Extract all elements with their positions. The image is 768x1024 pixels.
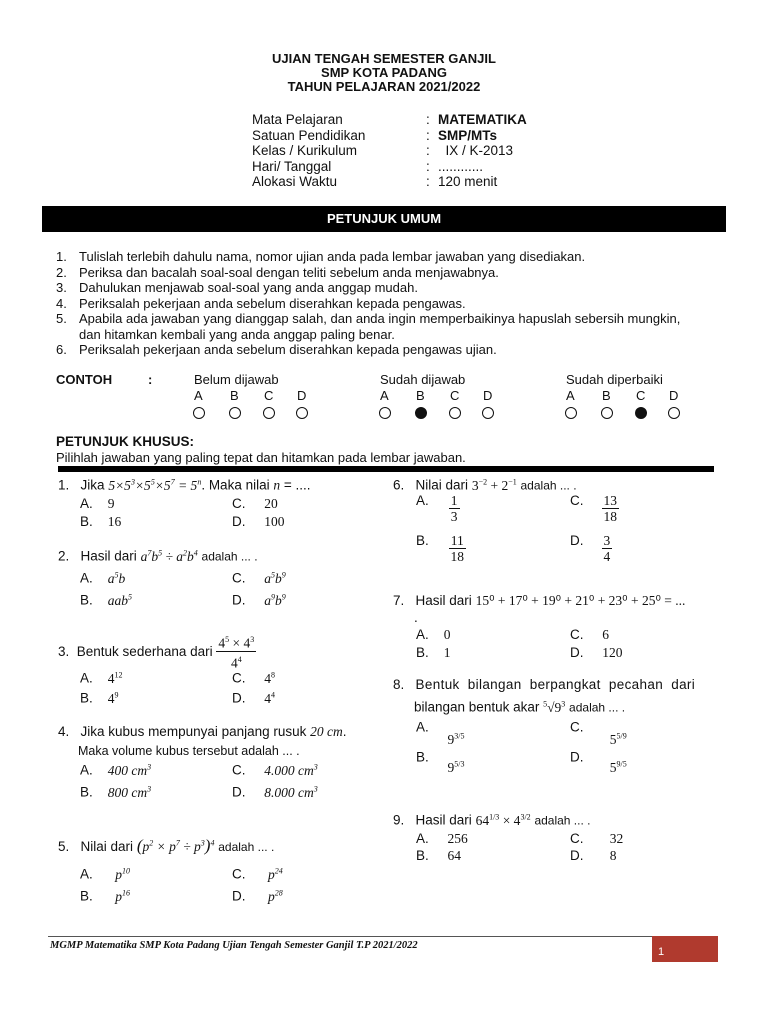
equation: 15⁰ + 17⁰ + 19⁰ + 21⁰ + 23⁰ + 25⁰ = ... — [475, 593, 686, 608]
question-5 — [58, 836, 274, 856]
answer-bubble — [263, 407, 275, 419]
option-value: 0 — [443, 627, 451, 642]
answer-bubble — [601, 407, 613, 419]
option-value: 4 — [264, 690, 272, 706]
option-a[interactable]: A. $9^{3/5}$ — [416, 719, 465, 747]
info-row — [252, 143, 527, 159]
example-letter: C — [450, 388, 460, 403]
example-letter: C — [264, 388, 274, 403]
option-d[interactable]: D. $a^9b^9$ — [232, 592, 286, 608]
question-text: = .... — [283, 477, 311, 493]
info-colon: : — [426, 127, 430, 143]
info-value: SMP/MTs — [438, 127, 498, 143]
question-number: 6. — [393, 477, 405, 493]
option-b[interactable]: B. $4^9$ — [80, 690, 119, 706]
option-c[interactable]: C. 32 — [570, 831, 624, 846]
option-a[interactable]: A. 256 — [416, 831, 468, 846]
info-label: Alokasi Waktu — [252, 174, 338, 189]
answer-bubble — [449, 407, 461, 419]
option-value: $\frac{1}{3}$ — [450, 493, 458, 524]
option-value: 5 — [609, 731, 617, 747]
question-number: 2. — [58, 548, 70, 564]
question-8 — [393, 677, 713, 692]
info-label: Satuan Pendidikan — [252, 127, 366, 143]
option-value: 120 — [602, 645, 623, 660]
option-value: 9 — [447, 759, 455, 775]
answer-bubble — [229, 407, 241, 419]
option-value: 4 — [107, 690, 115, 706]
special-instructions-text: Pilihlah jawaban yang paling tepat dan hitamkan pada lembar jawaban. — [56, 450, 466, 465]
option-value: 100 — [264, 514, 285, 529]
option-c[interactable]: C. $p^{24}$ — [232, 866, 283, 882]
question-text: Hasil dari — [415, 812, 472, 828]
question-6 — [393, 477, 577, 494]
question-7 — [393, 593, 685, 609]
option-a[interactable]: A. $a^5b$ — [80, 570, 126, 586]
general-instructions-bar: PETUNJUK UMUM — [42, 206, 726, 232]
list-item — [56, 265, 696, 281]
equation: $^5√9^3$ — [543, 699, 566, 715]
item-text: Periksalah pekerjaan anda sebelum diserahkan kepada pengawas ujian. — [79, 342, 497, 357]
question-text: Hasil dari — [80, 548, 137, 564]
example-group-title: Sudah dijawab — [380, 372, 466, 387]
question-text: Nilai dari — [415, 477, 469, 493]
question-4-line2: Maka volume kubus tersebut adalah ... . — [78, 744, 300, 758]
item-number: 3. — [56, 280, 67, 295]
option-value: b — [275, 570, 282, 586]
question-text: adalah ... . — [201, 549, 258, 564]
option-d[interactable]: D. 8 — [570, 848, 617, 863]
example-group-title: Sudah diperbaiki — [566, 372, 663, 387]
answer-bubble — [635, 407, 647, 419]
info-colon: : — [426, 174, 430, 189]
example-letter: B — [602, 388, 611, 403]
option-value: 1 — [443, 645, 451, 660]
example-colon: : — [148, 372, 153, 387]
answer-bubble — [193, 407, 205, 419]
option-value: 6 — [602, 627, 610, 642]
item-text: Periksalah pekerjaan anda sebelum diserahkan kepada pengawas. — [79, 295, 466, 311]
option-c[interactable]: C. 6 — [570, 627, 610, 642]
question-text: adalah ... . — [534, 813, 591, 828]
info-label: Hari/ Tanggal — [252, 158, 332, 174]
question-text: bilangan bentuk akar — [414, 699, 540, 715]
option-value: 64 — [447, 848, 462, 863]
list-item — [56, 280, 696, 296]
example-letter: B — [416, 388, 425, 403]
question-9 — [393, 812, 590, 829]
option-a[interactable]: A. $4^{12}$ — [80, 670, 123, 686]
example-letter: B — [230, 388, 239, 403]
list-item — [56, 342, 696, 358]
list-item — [56, 249, 696, 265]
option-value: 8.000 cm — [264, 784, 314, 800]
option-a[interactable]: A. 9 — [80, 496, 115, 511]
option-value: b — [275, 592, 282, 608]
option-d[interactable]: D. $\frac{3}{4}$ — [570, 533, 611, 564]
option-value: $\frac{13}{18}$ — [603, 493, 617, 524]
header-year: TAHUN PELAJARAN 2021/2022 — [287, 79, 481, 94]
question-text: Bentuk sederhana dari — [76, 643, 213, 659]
item-number: 2. — [56, 264, 67, 280]
question-text: Jika — [80, 477, 105, 493]
divider — [58, 466, 714, 472]
example-letter: D — [483, 388, 493, 403]
answer-bubble — [565, 407, 577, 419]
option-value: 32 — [609, 831, 624, 846]
option-value: 256 — [447, 831, 468, 846]
item-number: 4. — [56, 295, 67, 311]
question-text: Nilai dari — [80, 839, 134, 854]
option-b[interactable]: B. $p^{16}$ — [80, 888, 131, 904]
option-value: 5 — [609, 759, 617, 775]
item-text: Tulislah terlebih dahulu nama, nomor ujian anda pada lembar jawaban yang disediakan. — [79, 249, 586, 264]
question-number: 1. — [58, 477, 70, 493]
info-row — [252, 174, 527, 190]
option-c[interactable]: C. $5^{5/9}$ — [570, 719, 627, 747]
answer-bubble — [482, 407, 494, 419]
option-value: 16 — [107, 514, 122, 529]
option-b[interactable]: B. 800 $cm^3$ — [80, 784, 152, 800]
info-label: Mata Pelajaran — [252, 112, 343, 127]
answer-bubble — [379, 407, 391, 419]
option-value: 800 cm — [107, 784, 148, 800]
special-instructions-title: PETUNJUK KHUSUS: — [56, 434, 195, 449]
question-7-dot: . — [414, 610, 418, 625]
example-label: CONTOH — [56, 372, 113, 387]
option-b[interactable]: B. 1 — [416, 645, 451, 660]
answer-bubble — [296, 407, 308, 419]
info-colon: : — [426, 143, 430, 158]
info-row — [252, 112, 527, 128]
option-d[interactable]: D. 120 — [570, 645, 623, 660]
question-number: 9. — [393, 812, 405, 828]
option-c[interactable]: C. $4^8$ — [232, 670, 276, 686]
option-value: ab — [114, 592, 129, 608]
example-group-title: Belum dijawab — [194, 372, 279, 387]
info-value: 120 menit — [438, 174, 498, 189]
option-b[interactable]: B. 16 — [80, 514, 122, 529]
item-number: 6. — [56, 342, 67, 357]
example-letter: A — [380, 388, 389, 403]
option-value: p — [115, 888, 123, 904]
info-colon: : — [426, 158, 430, 174]
info-row — [252, 128, 527, 144]
info-value: ............ — [438, 158, 484, 174]
option-value: 4 — [107, 670, 115, 686]
list-item — [56, 311, 696, 342]
option-value: $\frac{11}{18}$ — [450, 533, 465, 564]
page-number: 1 — [652, 936, 718, 962]
option-a[interactable]: A. 0 — [416, 627, 451, 642]
option-c[interactable]: C. 4.000 $cm^3$ — [232, 762, 318, 778]
footer-text: MGMP Matematika SMP Kota Padang Ujian Tengah Semester Ganjil T.P 2021/2022 — [50, 940, 418, 951]
question-text: Jika kubus mempunyai panjang rusuk — [80, 724, 307, 739]
option-value: 20 — [264, 496, 278, 511]
equation: $a^7b^5 \div a^2b^4$ — [140, 548, 198, 564]
item-text: Apabila ada jawaban yang dianggap salah, dan anda ingin memperbaikinya hapuslah sebersih mungkin, dan hitamkan kembali yang anda anggap paling benar. — [79, 311, 681, 342]
equation: $3^{-2} + 2^{-1}$ — [471, 477, 517, 493]
footer-divider — [48, 936, 652, 937]
header-title: UJIAN TENGAH SEMESTER GANJIL — [272, 51, 496, 66]
list-item — [56, 296, 696, 312]
equation: $(p^2 \times p^7 \div p^3)^4$ — [136, 836, 215, 855]
item-number: 5. — [56, 311, 67, 326]
general-instructions-list — [56, 249, 696, 358]
option-d[interactable]: D. $p^{28}$ — [232, 888, 283, 904]
fraction: $\frac{4^5 \times 4^3}{4^4}$ — [216, 632, 256, 670]
option-value: b — [118, 570, 126, 586]
question-4: 4. Jika kubus mempunyai panjang rusuk 20 cm. — [58, 724, 347, 739]
question-3 — [58, 632, 256, 670]
question-number: 5. — [58, 839, 70, 854]
option-value: 9 — [447, 731, 455, 747]
example-letter: D — [297, 388, 307, 403]
example-letter: A — [566, 388, 575, 403]
info-label: Kelas / Kurikulum — [252, 143, 358, 158]
option-value: p — [115, 866, 123, 882]
equation: $5\times 5^3\times 5^5\times 5^7 = 5^n$ — [108, 477, 202, 493]
question-number: 8. — [393, 677, 405, 692]
option-a[interactable]: A. 400 $cm^3$ — [80, 762, 152, 778]
item-text: Periksa dan bacalah soal-soal dengan teliti sebelum anda menjawabnya. — [79, 264, 499, 280]
answer-bubble — [415, 407, 427, 419]
option-d[interactable]: D. 8.000 $cm^3$ — [232, 784, 318, 800]
option-a[interactable]: A. $\frac{1}{3}$ — [416, 493, 458, 524]
question-text: Bentuk bilangan berpangkat pecahan dari — [415, 677, 696, 692]
question-2 — [58, 548, 258, 565]
option-a[interactable]: A. $p^{10}$ — [80, 866, 131, 882]
option-value: 400 cm — [107, 762, 148, 778]
example-letter: A — [194, 388, 203, 403]
example-letter: D — [669, 388, 679, 403]
item-text: Dahulukan menjawab soal-soal yang anda anggap mudah. — [79, 280, 418, 295]
option-value: $\frac{3}{4}$ — [603, 533, 611, 564]
question-text: adalah ... . — [218, 840, 275, 854]
example-letter: C — [636, 388, 646, 403]
question-text: Hasil dari — [415, 593, 472, 608]
question-1 — [58, 477, 311, 494]
option-value: 4 — [264, 670, 272, 686]
question-text: . Maka nilai — [201, 477, 270, 493]
question-number: 4. — [58, 724, 70, 739]
option-d[interactable]: D. 100 — [232, 514, 285, 529]
answer-bubble — [668, 407, 680, 419]
option-d[interactable]: D. $5^{9/5}$ — [570, 749, 627, 775]
info-colon: : — [426, 112, 430, 127]
option-b[interactable]: B. $\frac{11}{18}$ — [416, 533, 465, 564]
header-school: SMP KOTA PADANG — [321, 65, 447, 80]
question-8-line2 — [414, 699, 625, 716]
equation: $64^{1/3} \times 4^{3/2}$ — [475, 812, 531, 828]
question-number: 3. — [58, 643, 70, 659]
item-number: 1. — [56, 249, 67, 264]
variable: n — [273, 477, 281, 493]
option-b[interactable]: B. $9^{5/3}$ — [416, 749, 465, 775]
question-text: adalah ... . — [569, 700, 626, 715]
info-value: MATEMATIKA — [438, 112, 527, 127]
option-value: p — [268, 866, 275, 882]
exam-header — [0, 52, 768, 94]
question-text: adalah ... . — [520, 478, 577, 493]
option-b[interactable]: B. aab$^5$ — [80, 592, 133, 608]
info-value: IX / K-2013 — [438, 143, 514, 158]
option-value: 4.000 cm — [264, 762, 314, 778]
question-number: 7. — [393, 593, 405, 608]
option-c[interactable]: C. $\frac{13}{18}$ — [570, 493, 617, 524]
info-row — [252, 159, 527, 175]
option-c[interactable]: C. $a^5b^9$ — [232, 570, 286, 586]
option-value: p — [268, 888, 275, 904]
option-d[interactable]: D. $4^4$ — [232, 690, 276, 706]
variable: 20 cm — [310, 724, 343, 739]
option-c[interactable]: C. 20 — [232, 496, 278, 511]
option-value: 8 — [609, 848, 617, 863]
option-b[interactable]: B. 64 — [416, 848, 462, 863]
exam-info — [252, 112, 527, 190]
option-value: 9 — [107, 496, 115, 511]
